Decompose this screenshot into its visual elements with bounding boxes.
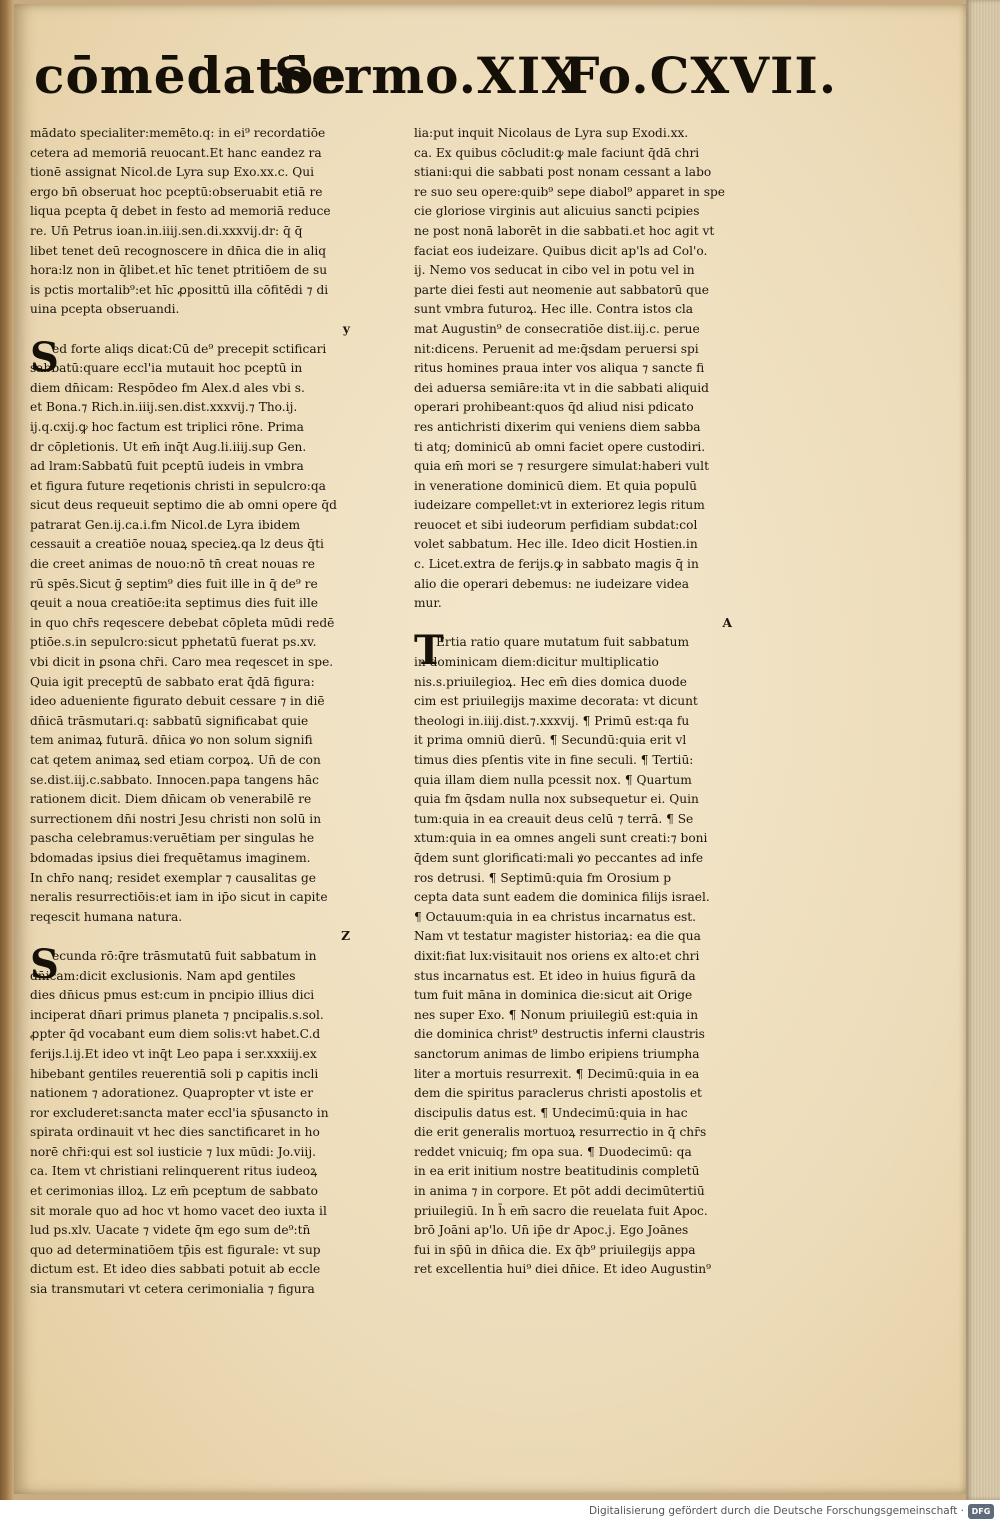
text-line: ad lram:Sabbatū fuit pceptū iudeis in vmbra (30, 459, 304, 474)
text-line: timus dies pſentis vite in fine seculi. ¶ Tertiū: (414, 753, 694, 767)
text-line: hibebant gentiles reuerentiā soli p capitis incli (30, 1066, 319, 1081)
text-line-content: ed forte aliqs dicat:Cū de⁹ precepit sctificari (52, 341, 327, 356)
drop-cap-initial: T (414, 627, 444, 675)
drop-cap-initial: S (30, 333, 59, 381)
text-line: et cerimonias illoꝝ. Lz em̄ pceptum de sabbato (30, 1184, 318, 1199)
text-line: cessauit a creatiōe nouaꝝ specieꝝ.qa lz deus q̄ti (30, 537, 324, 552)
text-line: rationem dicit. Diem dn̄icam ob venerabilē re (30, 792, 312, 807)
text-line: tum fuit māna in dominica die:sicut ait Orige (414, 988, 693, 1003)
running-head-sermon: Sermo.XIX (274, 46, 582, 105)
funding-credit: Digitalisierung gefördert durch die Deutsche Forschungsgemeinschaft · (588, 1505, 964, 1517)
dfg-logo-text: DFG (971, 1507, 991, 1516)
text-line: norē chr̄i:qui est sol iusticie ⁊ lux mūdi: Jo.viij. (30, 1144, 316, 1159)
text-line: nis.s.priuilegioꝝ. Hec em̄ dies domica duode (414, 674, 688, 689)
text-column-left (30, 124, 398, 1300)
text-line: sit morale quo ad hoc vt homo vacet deo iuxta il (30, 1203, 327, 1218)
running-head-left: cōmēdatōe (34, 46, 348, 105)
text-line: liter a mortuis resurrexit. ¶ Decimū:quia in ea (414, 1066, 700, 1081)
text-line: rū spēs.Sicut ḡ septim⁹ dies fuit ille in q̄ de⁹ re (30, 576, 318, 591)
text-line: et figura future reqetionis christi in sepulcro:qa (30, 478, 326, 493)
text-line: ti atq; dominicū ab omni faciet opere custodiri. (414, 439, 706, 454)
text-line-content: Ertia ratio quare mutatum fuit sabbatum (436, 635, 690, 650)
text-line: neralis resurrectiōis:et iam in ip̄o sicut in capite (30, 890, 328, 905)
text-line: cie gloriose virginis aut alicuius sancti pcipies (414, 204, 700, 219)
text-line: ꝓpter q̄d vocabant eum diem solis:vt habet.C.d (30, 1027, 321, 1042)
text-line: mat Augustin⁹ de consecratiōe dist.iij.c. perue (414, 321, 700, 336)
text-line: theologi in.iiij.dist.⁊.xxxvij. ¶ Primū est:qa fu (414, 713, 690, 728)
text-line: vbi dicit in ꝑsona chr̄i. Caro mea reqescet in spe. (30, 655, 334, 670)
text-line: res antichristi dixerim qui veniens diem sabba (414, 419, 701, 434)
text-line: uina pcepta obseruandi. (30, 302, 180, 317)
text-line: ca. Item vt christiani relinquerent ritus iudeoꝝ (30, 1164, 318, 1179)
text-line: ij.q.cxij.ꝙ hoc factum est triplici rōne. Prima (30, 419, 304, 434)
text-line: priuilegiū. In h̄ em̄ sacro die reuelata fuit Apoc. (414, 1203, 708, 1218)
text-line: stus incarnatus est. Et ideo in huius figurā da (414, 968, 696, 983)
book-fore-edge (966, 0, 1000, 1500)
text-line: die creet animas de nouo:nō tn̄ creat nouas re (30, 557, 316, 572)
text-line: mādato specialiter:memēto.q: in ei⁹ recordatiōe (30, 126, 326, 140)
text-line: Quia igit preceptū de sabbato erat q̄dā figura: (30, 674, 315, 689)
text-line: iudeizare compellet:vt in exteriorez legis ritum (414, 498, 705, 513)
digitization-footer (0, 1500, 1000, 1524)
text-line: quia illam diem nulla pcessit nox. ¶ Quartum (414, 772, 692, 787)
text-line: spirata ordinauit vt hec dies sanctificaret in ho (30, 1125, 320, 1140)
text-line: sunt vmbra futuroꝝ. Hec ille. Contra istos cla (414, 302, 694, 317)
text-line: sabbatū:quare eccl'ia mutauit hoc pceptū in (30, 361, 303, 376)
text-line: pascha celebramus:veruētiam per singulas he (30, 831, 315, 846)
text-line: dn̄icam:dicit exclusionis. Nam apd gentiles (30, 968, 296, 983)
text-line: ret excellentia hui⁹ diei dn̄ice. Et ideo Augustin⁹ (414, 1262, 711, 1277)
drop-cap-initial: S (30, 940, 59, 988)
text-line: cim est priuilegijs maxime decorata: vt dicunt (414, 694, 698, 709)
section-marker: Z (341, 929, 350, 944)
text-line: c. Licet.extra de ferijs.ꝙ in sabbato magis q̄ in (414, 557, 699, 572)
text-line: operari prohibeant:quos q̄d aliud nisi pdicato (414, 400, 694, 415)
text-line: inciperat dn̄ari primus planeta ⁊ pncipalis.s.sol. (30, 1007, 324, 1022)
text-line: fui in sp̄ū in dn̄ica die. Ex q̄b⁹ priuilegijs appa (414, 1242, 696, 1257)
text-line: dem die spiritus paraclerus christi apostolis et (414, 1086, 702, 1101)
text-line-content: ecunda rō:q̄re trāsmutatū fuit sabbatum in (52, 948, 317, 963)
text-line: cetera ad memoriā reuocant.Et hanc eandez ra (30, 145, 322, 160)
text-line: ptiōe.s.in sepulcro:sicut pphetatū fuerat ps.xv. (30, 635, 317, 650)
text-line: quia em̄ mori se ⁊ resurgere simulat:haberi vult (414, 459, 709, 474)
text-line: reddet vnicuiq; fm opa sua. ¶ Duodecimū: qa (414, 1144, 692, 1159)
text-line: qeuit a noua creatiōe:ita septimus dies fuit ille (30, 596, 318, 611)
text-line: in veneratione dominicū diem. Et quia populū (414, 478, 697, 493)
text-line: ergo bn̄ obseruat hoc pceptū:obseruabit etiā re (30, 184, 323, 199)
text-line: brō Joāni ap'lo. Un̄ ip̄e dr Apoc.j. Ego Joānes (414, 1223, 689, 1238)
text-line: se.dist.iij.c.sabbato. Innocen.papa tangens hāc (30, 772, 319, 787)
text-line: ne post nonā laborēt in die sabbati.et hoc agit vt (414, 223, 715, 238)
text-line: dei aduersa semiāre:ita vt in die sabbati aliquid (414, 380, 709, 395)
text-line: tem animaꝝ futurā. dn̄ica ꝟo non solum signifi (30, 733, 313, 748)
text-line: dn̄icā trāsmutari.q: sabbatū significabat quie (30, 713, 309, 728)
text-line: ca. Ex quibus cōcludit:ꝙ male faciunt q̄dā chri (414, 145, 700, 160)
text-line: quia fm q̄sdam nulla nox subsequetur ei. Quin (414, 792, 699, 807)
text-line: it prima omniū dierū. ¶ Secundū:quia erit vl (414, 733, 687, 748)
text-line: in dominicam diem:dicitur multiplicatio (414, 655, 659, 670)
text-line: nes super Exo. ¶ Nonum priuilegiū est:quia in (414, 1007, 699, 1022)
text-line: lud ps.xlv. Uacate ⁊ videte q̄m ego sum de⁹:tn̄ (30, 1223, 311, 1238)
text-line: sanctorum animas de limbo eripiens triumpha (414, 1046, 700, 1061)
text-line: ros detrusi. ¶ Septimū:quia fm Orosium p (414, 870, 672, 885)
text-line: sicut deus requeuit septimo die ab omni opere q̄d (30, 498, 337, 513)
text-line: re suo seu opere:quib⁹ sepe diabol⁹ apparet in spe (414, 184, 725, 199)
text-line: bdomadas ipsius diei frequētamus imaginem. (30, 850, 311, 865)
text-line: stiani:qui die sabbati post nonam cessant a labo (414, 165, 712, 180)
text-line: in ea erit initium nostre beatitudinis completū (414, 1164, 700, 1179)
dfg-logo-icon (968, 1504, 994, 1519)
text-line: surrectionem dn̄i nostri Jesu christi non solū in (30, 811, 322, 826)
text-line: nit:dicens. Peruenit ad me:q̄sdam peruersi spi (414, 341, 699, 356)
text-line: quo ad determinatiōem tp̄is est figurale: vt sup (30, 1242, 321, 1257)
text-line: in quo chr̄s reqescere debebat cōpleta mūdi redē (30, 615, 335, 630)
text-line: faciat eos iudeizare. Quibus dicit ap'ls ad Col'o. (414, 243, 708, 258)
running-head-folio: Fo.CXVII. (564, 46, 838, 105)
text-line: ij. Nemo vos seducat in cibo vel in potu vel in (414, 263, 695, 278)
section-marker: y (342, 321, 350, 336)
text-line: cat qetem animaꝝ sed etiam corpoꝝ. Un̄ de con (30, 753, 321, 767)
text-line: ¶ Octauum:quia in ea christus incarnatus est. (414, 909, 697, 924)
text-line: reuocet et sibi iudeorum perfidiam subdat:col (414, 517, 698, 532)
text-line: Nam vt testatur magister historiaꝝ: ea die qua (414, 929, 701, 944)
text-line: die dominica christ⁹ destructis inferni claustris (414, 1027, 705, 1042)
text-line: diem dn̄icam: Respōdeo fm Alex.d ales vbi s. (30, 380, 305, 395)
text-line: mur. (414, 596, 442, 611)
text-line: parte diei festi aut neomenie aut sabbatorū que (414, 282, 710, 297)
text-line: patrarat Gen.ij.ca.i.fm Nicol.de Lyra ibidem (30, 517, 301, 532)
text-line: ror excluderet:sancta mater eccl'ia sp̄usancto in (30, 1105, 329, 1120)
text-line: lia:put inquit Nicolaus de Lyra sup Exodi.xx. (414, 126, 689, 140)
section-marker: A (722, 615, 732, 630)
text-line: sia transmutari vt cetera cerimonialia ⁊ figura (30, 1282, 315, 1297)
text-line: dr cōpletionis. Ut em̄ inq̄t Aug.li.iiij.sup Gen. (30, 439, 307, 454)
text-line: In chr̄o nanq; residet exemplar ⁊ causalitas ge (30, 870, 316, 885)
text-line: die erit generalis mortuoꝝ resurrectio in q̄ chr̄s (414, 1125, 707, 1140)
text-line: dictum est. Et ideo dies sabbati potuit ab eccle (30, 1262, 321, 1277)
text-line: nationem ⁊ adorationez. Quapropter vt iste er (30, 1086, 314, 1101)
text-line: ideo adueniente figurato debuit cessare ⁊ in diē (30, 694, 325, 709)
text-line: tum:quia in ea creauit deus celū ⁊ terrā. ¶ Se (414, 811, 694, 826)
text-line: liqua pcepta q̄ debet in festo ad memoriā reduce (30, 204, 331, 219)
text-line: in anima ⁊ in corpore. Et pōt addi decimūtertiū (414, 1184, 705, 1199)
text-line: ritus homines praua inter vos aliqua ⁊ sancte fi (414, 361, 705, 376)
text-line: q̄dem sunt glorificati:mali ꝟo peccantes ad infe (414, 850, 704, 865)
text-line: re. Un̄ Petrus ioan.in.iiij.sen.di.xxxvij.dr: q̄ q̄ (30, 223, 303, 238)
text-line: cepta data sunt eadem die dominica filijs israel. (414, 890, 710, 905)
text-line: reqescit humana natura. (30, 909, 183, 924)
text-line: dixit:fiat lux:visitauit nos oriens ex alto:et chri (414, 948, 700, 963)
text-line: discipulis datus est. ¶ Undecimū:quia in hac (414, 1105, 688, 1120)
text-line: libet tenet deū recognoscere in dn̄ica die in aliq (30, 243, 327, 258)
text-line: alio die operari debemus: ne iudeizare videa (414, 576, 690, 591)
text-line: dies dn̄icus pmus est:cum in pncipio illius dici (30, 988, 315, 1003)
text-line: et Bona.⁊ Rich.in.iiij.sen.dist.xxxvij.⁊ Tho.ij. (30, 400, 298, 415)
text-line: tionē assignat Nicol.de Lyra sup Exo.xx.c. Qui (30, 165, 315, 180)
running-head (34, 44, 838, 114)
text-line: xtum:quia in ea omnes angeli sunt creati:⁊ boni (414, 831, 708, 846)
text-line: is pctis mortalib⁹:et hīc ꝓposittū illa cōfitēdi ⁊ di (30, 282, 329, 297)
text-column-right (414, 124, 780, 1280)
text-line: ferijs.l.ij.Et ideo vt inq̄t Leo papa i ser.xxxiij.ex (30, 1046, 317, 1061)
text-line: hora:lz non in q̄libet.et hīc tenet ptritiōem de su (30, 263, 328, 278)
text-line: volet sabbatum. Hec ille. Ideo dicit Hostien.in (414, 537, 698, 552)
